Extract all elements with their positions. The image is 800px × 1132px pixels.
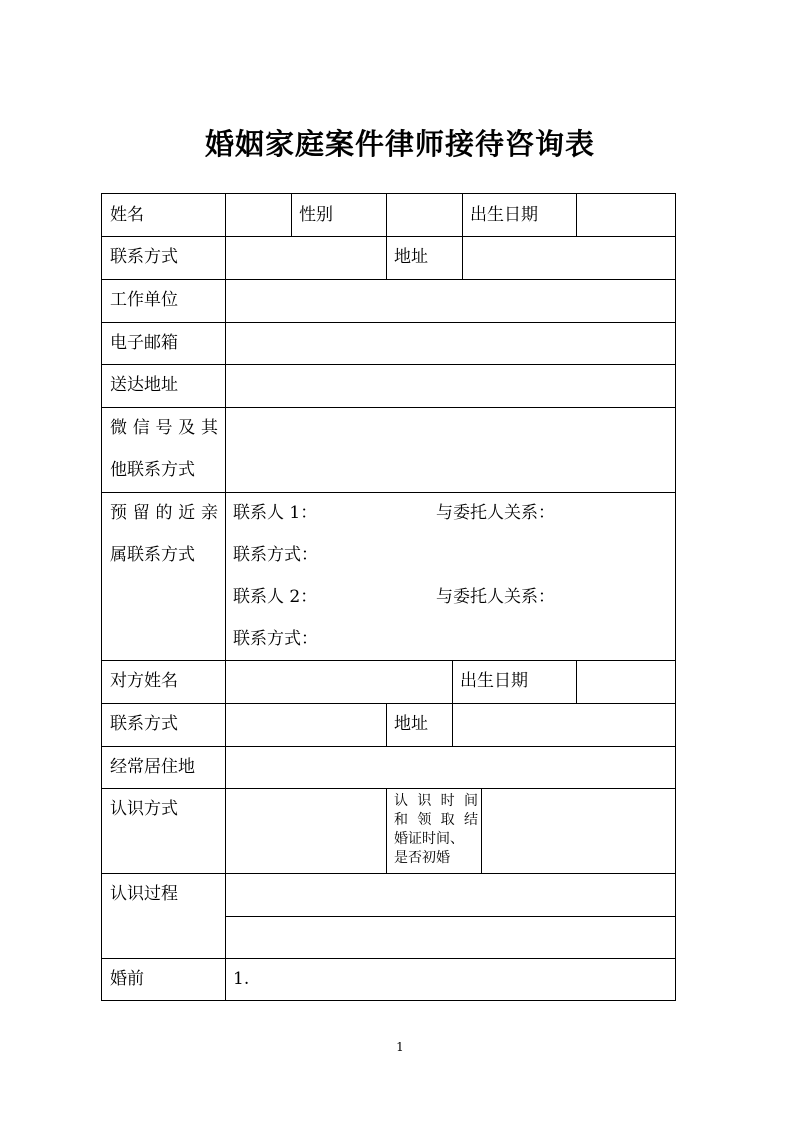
wechat-label bbox=[102, 407, 225, 492]
spouse-address-field[interactable] bbox=[452, 703, 675, 746]
meet-time-line3: 婚证时间、 bbox=[394, 831, 464, 847]
meet-time-line1 bbox=[394, 792, 478, 811]
premarital-item-1[interactable]: 1. bbox=[233, 969, 250, 989]
label-char: 识 bbox=[417, 793, 432, 809]
email-field[interactable] bbox=[225, 322, 675, 364]
label-char: 和 bbox=[394, 812, 408, 828]
label-char: 的 bbox=[155, 503, 173, 523]
label-char: 留 bbox=[132, 503, 150, 523]
relatives-label bbox=[102, 492, 225, 660]
spouse-name-label: 对方姓名 bbox=[110, 671, 178, 691]
label-char: 结 bbox=[463, 812, 478, 828]
spouse-birth-field[interactable] bbox=[576, 660, 675, 703]
label-char: 及 bbox=[178, 418, 196, 438]
work-unit-field[interactable] bbox=[225, 279, 675, 322]
label-char: 亲 bbox=[201, 503, 218, 523]
meet-process-field-1[interactable] bbox=[225, 873, 675, 916]
email-label: 电子邮箱 bbox=[110, 333, 178, 353]
page-title: 婚姻家庭案件律师接待咨询表 bbox=[204, 127, 595, 161]
relative2-method[interactable]: 联系方式： bbox=[233, 629, 318, 649]
relative2-row bbox=[233, 576, 675, 618]
relatives-content bbox=[225, 492, 675, 660]
spouse-name-field[interactable] bbox=[225, 660, 452, 703]
label-char: 时 bbox=[440, 793, 455, 809]
label-char: 微 bbox=[110, 418, 127, 438]
birth-date-label: 出生日期 bbox=[470, 205, 538, 225]
meet-process-field-2[interactable] bbox=[225, 916, 675, 958]
contact-field[interactable] bbox=[225, 236, 386, 279]
label-char: 认 bbox=[394, 793, 408, 809]
page-number: 1 bbox=[396, 1040, 404, 1054]
relative1-method[interactable]: 联系方式： bbox=[233, 545, 318, 565]
consultation-form-table bbox=[101, 193, 676, 1001]
label-char: 近 bbox=[178, 503, 196, 523]
address-label: 地址 bbox=[394, 247, 428, 267]
meet-method-field[interactable] bbox=[225, 788, 386, 873]
meet-time-line2 bbox=[394, 811, 478, 830]
birth-date-field[interactable] bbox=[576, 194, 675, 236]
spouse-contact-field[interactable] bbox=[225, 703, 386, 746]
name-label: 姓名 bbox=[110, 205, 144, 225]
relative1-contact[interactable]: 联系人 1： bbox=[233, 503, 318, 523]
spouse-birth-label: 出生日期 bbox=[460, 671, 528, 691]
label-char: 其 bbox=[201, 418, 218, 438]
relatives-label-line1 bbox=[110, 492, 218, 534]
meet-time-label bbox=[386, 788, 481, 873]
wechat-field[interactable] bbox=[225, 407, 675, 492]
label-char: 间 bbox=[463, 793, 478, 809]
meet-process-label: 认识过程 bbox=[110, 884, 178, 904]
gender-field[interactable] bbox=[386, 194, 462, 236]
relatives-label-line2: 属联系方式 bbox=[110, 545, 195, 565]
work-unit-label: 工作单位 bbox=[110, 290, 178, 310]
gender-label: 性别 bbox=[299, 205, 333, 225]
label-char: 领 bbox=[417, 812, 432, 828]
relative2-contact[interactable]: 联系人 2： bbox=[233, 587, 318, 607]
residence-label: 经常居住地 bbox=[110, 757, 195, 777]
relative1-relation[interactable]: 与委托人关系： bbox=[436, 503, 555, 523]
spouse-contact-label: 联系方式 bbox=[110, 714, 178, 734]
meet-time-line4: 是否初婚 bbox=[394, 850, 450, 866]
relative2-relation[interactable]: 与委托人关系： bbox=[436, 587, 555, 607]
wechat-label-line1 bbox=[110, 407, 218, 449]
relative1-row bbox=[233, 492, 675, 534]
label-char: 预 bbox=[110, 503, 127, 523]
delivery-address-label: 送达地址 bbox=[110, 375, 178, 395]
residence-field[interactable] bbox=[225, 746, 675, 788]
name-field[interactable] bbox=[225, 194, 291, 236]
premarital-label: 婚前 bbox=[110, 969, 144, 989]
delivery-address-field[interactable] bbox=[225, 364, 675, 407]
address-field[interactable] bbox=[462, 236, 675, 279]
label-char: 取 bbox=[440, 812, 455, 828]
label-char: 号 bbox=[155, 418, 173, 438]
spouse-address-label: 地址 bbox=[394, 714, 428, 734]
meet-time-field[interactable] bbox=[481, 788, 675, 873]
wechat-label-line2: 他联系方式 bbox=[110, 460, 195, 480]
meet-method-label: 认识方式 bbox=[110, 799, 178, 819]
label-char: 信 bbox=[132, 418, 150, 438]
contact-label: 联系方式 bbox=[110, 247, 178, 267]
